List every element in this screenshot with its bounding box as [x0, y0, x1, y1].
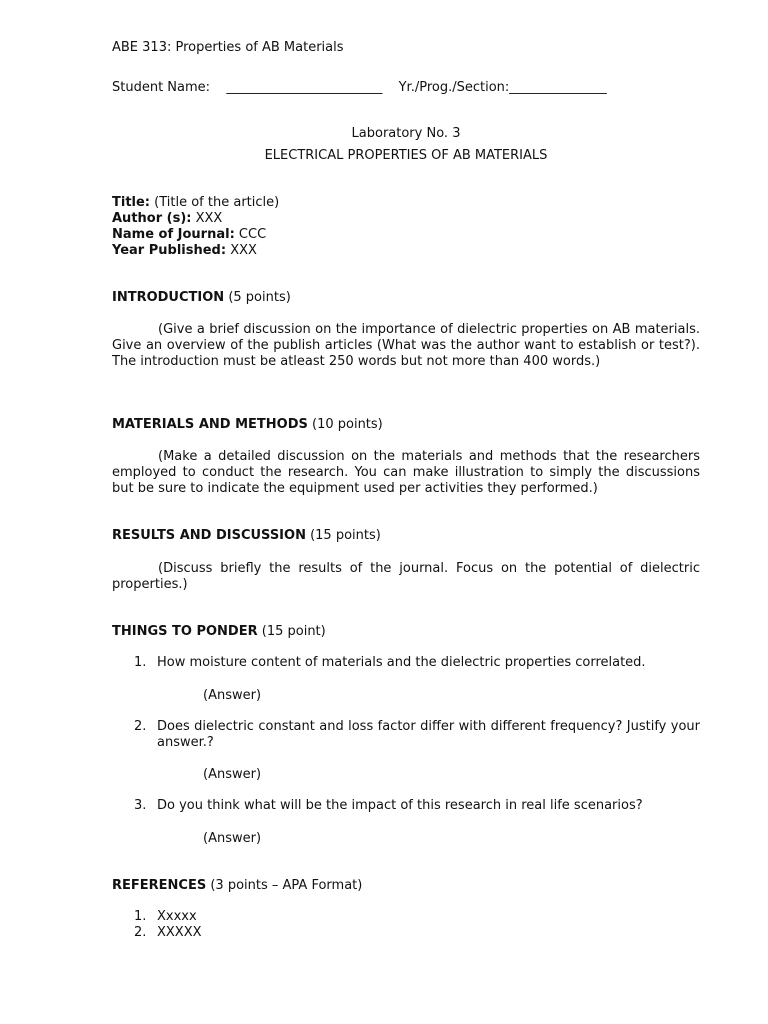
section-blank: _______________	[509, 80, 607, 95]
article-journal-line: Name of Journal: CCC	[112, 227, 267, 242]
student-name-blank: ________________________	[226, 80, 383, 95]
ponder-heading: THINGS TO PONDER (15 point)	[112, 624, 326, 639]
lab-title: ELECTRICAL PROPERTIES OF AB MATERIALS	[264, 148, 548, 163]
results-body: (Discuss briefly the results of the journal. Focus on the potential of dielectric properties.)	[112, 561, 700, 592]
methods-body: (Make a detailed discussion on the materials and methods that the researchers employed to conduct the research. You can make illustration to simply the discussions but be sure to indicate the equipment used per activities they performed.)	[112, 449, 700, 496]
methods-heading: MATERIALS AND METHODS (10 points)	[112, 417, 383, 432]
section-label: Yr./Prog./Section:	[398, 80, 510, 95]
ponder-answer-3: (Answer)	[203, 831, 262, 846]
article-author-line: Author (s): XXX	[112, 211, 223, 226]
document-page: ABE 313: Properties of AB Materials Student Name: ________________________ Yr./Prog./Section:_______________ Laboratory No. 3 ELECTRICAL PROPERTIES OF AB MATERIALS Title: (Title of the article) Author (s): XXX Name of Journal: CCC Year Published: XXX INTRODUCTION (5 points) (Give a brief discussion on the importance of dielectric properties on AB materials. Give an overview of the publish articles (What was the author want to establish or test?). The introduction must be atleast 250 words but not more than 400 words.) MATERIALS AND METHODS (10 points) (Make a detailed discussion on the materials and methods that the researchers employed to conduct the research. You can make illustration to simply the discussions but be sure to indicate the equipment used per activities they performed.) RESULTS AND DISCUSSION (15 points) (Discuss briefly the results of the journal. Focus on the potential of dielectric properties.) THINGS TO PONDER (15 point) 1. How moisture content of materials and the dielectric properties correlated. (Answer) 2. Does dielectric constant and loss factor differ with different frequency? Justify your answer.? (Answer) 3. Do you think what will be the impact of this research in real life scenarios? (Answer) REFERENCES (3 points – APA Format) 1. Xxxxx 2. XXXXX	[112, 40, 700, 940]
article-info	[112, 195, 700, 259]
course-title: ABE 313: Properties of AB Materials	[112, 40, 344, 55]
lab-number: Laboratory No. 3	[351, 126, 461, 141]
article-year-line: Year Published: XXX	[112, 243, 257, 258]
references-heading: REFERENCES (3 points – APA Format)	[112, 878, 363, 893]
results-heading: RESULTS AND DISCUSSION (15 points)	[112, 528, 381, 543]
ponder-answer-2: (Answer)	[203, 767, 262, 782]
ponder-answer-1: (Answer)	[203, 688, 262, 703]
student-info-line	[112, 80, 700, 96]
reference-item: 2. XXXXX	[134, 925, 202, 940]
student-name-label: Student Name:	[112, 80, 211, 95]
reference-item: 1. Xxxxx	[134, 909, 197, 924]
introduction-heading: INTRODUCTION (5 points)	[112, 290, 291, 305]
introduction-body: (Give a brief discussion on the importance of dielectric properties on AB materials. Give an overview of the publish articles (What was the author want to establish or test?). The introduction must be atleast 250 words but not more than 400 words.)	[112, 322, 700, 369]
article-title-line: Title: (Title of the article)	[112, 195, 280, 210]
